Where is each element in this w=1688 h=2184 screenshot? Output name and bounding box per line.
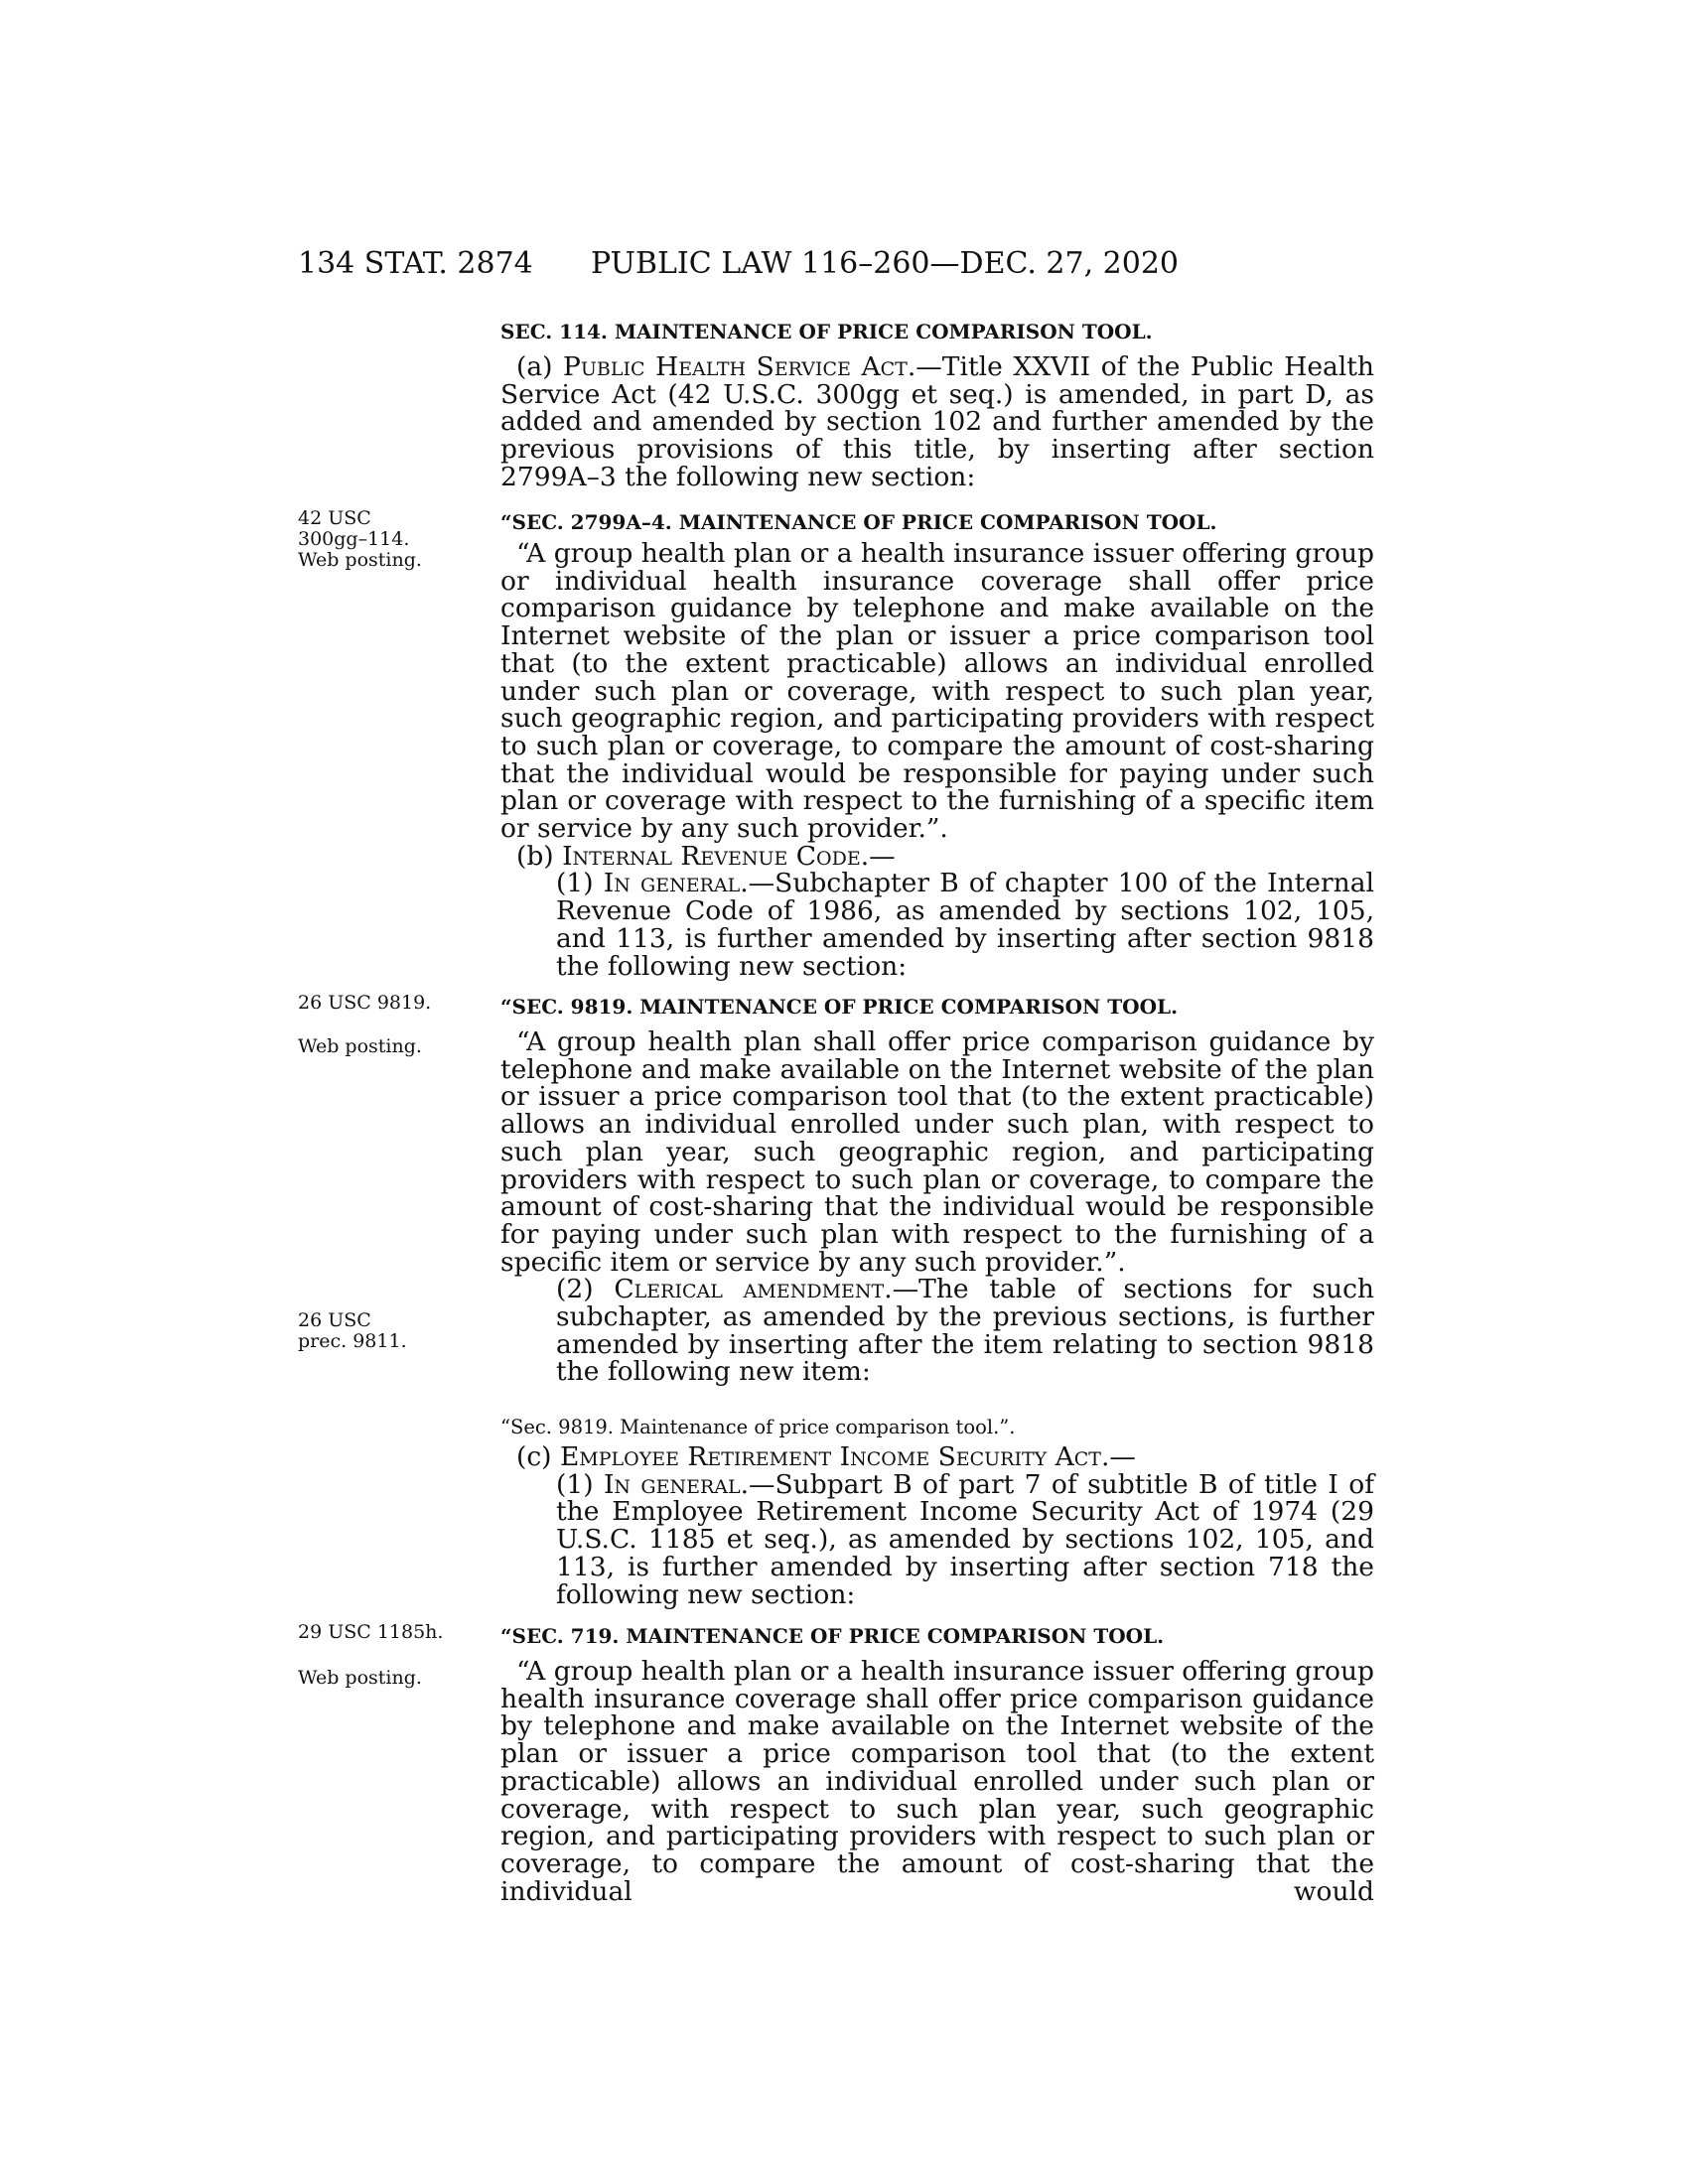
sidenote-line: 42 USC <box>298 507 371 529</box>
page-stat: 134 STAT. 2874 <box>298 246 533 281</box>
paragraph-b1-text: .—Subchapter B of chapter 100 of the Internal Revenue Code of 1986, as amended by sections 102, 105, and 113, is further amended by inserting after section 9818 the following new section: <box>556 868 1375 982</box>
subsection-c-tail: .— <box>1101 1441 1136 1472</box>
section-114-heading: SEC. 114. MAINTENANCE OF PRICE COMPARISON TOOL. <box>500 320 1153 343</box>
sidenote-line: 300gg–114. <box>298 528 410 550</box>
section-2799a4-text: “A group health plan or a health insurance issuer offering group or individual health insurance coverage shall offer price comparison guidance by telephone and make available on the Internet website of the plan or issuer a price comparison tool that (to the extent practicable) allows an individual enrolled under such plan or coverage, with respect to such plan year, such geographic region, and participating providers with respect to such plan or coverage, to compare the amount of cost-sharing that the individual would be responsible for paying under such plan or coverage with respect to the furnishing of a specific item or service by any such provider.”. <box>500 538 1374 845</box>
paragraph-c1-text: .—Subpart B of part 7 of subtitle B of title I of the Employee Retirement Income Security Act of 1974 (29 U.S.C. 1185 et seq.), as amended by sections 102, 105, and 113, is further amended by inserting after section 718 the following new section: <box>556 1468 1374 1610</box>
subsection-c-title: Employee Retirement Income Security Act <box>559 1441 1101 1472</box>
sidenote-line: 26 USC <box>298 1309 371 1331</box>
section-9819-body <box>500 1028 1374 1386</box>
subsection-c-label: (c) <box>516 1441 560 1472</box>
section-719-text: “A group health plan or a health insurance issuer offering group health insurance coverage shall offer price comparison guidance by telephone and make available on the Internet website of the plan or issuer a price comparison tool that (to the extent practicable) allows an individual enrolled under such plan or coverage, with respect to such plan year, such geographic region, and participating providers with respect to such plan or coverage, to compare the amount of cost-sharing that the individual would <box>500 1656 1374 1907</box>
paragraph-b1-label: (1) <box>556 868 604 899</box>
section-9819-text: “A group health plan shall offer price comparison guidance by telephone and make available on the Internet website of the plan or issuer a price comparison tool that (to the extent practicable) allows an individual enrolled under such plan, with respect to such plan year, such geographic region, and participating providers with respect to such plan or coverage, to compare the amount of cost-sharing that the individual would be responsible for paying under such plan with respect to the furnishing of a specific item or service by any such provider.”. <box>500 1026 1374 1278</box>
subsection-b-tail: .— <box>860 840 896 872</box>
sidenote-line: Web posting. <box>298 549 422 571</box>
subsection-c <box>500 1443 1374 1471</box>
subsection-a-body: .—Title XXVII of the Public Health Service Act (42 U.S.C. 300gg et seq.) is amended, in part D, as added and amended by section 102 and further amended by the previous provisions of this title, by inserting after section 2799A–3 the following new section: <box>500 351 1374 492</box>
table-of-sections-item: “Sec. 9819. Maintenance of price comparison tool.”. <box>500 1416 1016 1438</box>
sidenote-26-usc-9819: 26 USC 9819. <box>298 992 432 1014</box>
paragraph-2-label: (2) <box>556 1274 615 1305</box>
section-9819-heading: “SEC. 9819. MAINTENANCE OF PRICE COMPARISON TOOL. <box>500 995 1179 1019</box>
paragraph-c1-label: (1) <box>556 1468 604 1500</box>
section-719-heading: “SEC. 719. MAINTENANCE OF PRICE COMPARISON TOOL. <box>500 1624 1165 1648</box>
sidenote-26-usc-prec <box>298 1310 407 1352</box>
sidenote-42-usc <box>298 508 422 571</box>
section-719-body <box>500 1658 1374 1905</box>
subsection-b <box>500 840 1374 872</box>
paragraph-b1-title: In general <box>603 868 741 899</box>
paragraph-2-text: .—The table of sections for such subchapter, as amended by the previous sections, is further amended by inserting after the item relating to section 9818 the following new item: <box>556 1274 1374 1388</box>
paragraph-2-title: Clerical amendment <box>614 1274 885 1305</box>
sidenote-web-posting-2: Web posting. <box>298 1667 422 1689</box>
paragraph-c1 <box>500 1468 1374 1610</box>
subsection-c-body <box>500 1443 1374 1608</box>
running-head: PUBLIC LAW 116–260—DEC. 27, 2020 <box>591 246 1180 281</box>
sidenote-line: prec. 9811. <box>298 1330 407 1352</box>
paragraph-b1 <box>500 870 1374 980</box>
subsection-a-title: Public Health Service Act <box>563 351 908 382</box>
subsection-b-title: Internal Revenue Code <box>562 840 861 872</box>
section-2799a4-body <box>500 540 1374 980</box>
sidenote-29-usc: 29 USC 1185h. <box>298 1621 444 1643</box>
subsection-b-label: (b) <box>516 840 563 872</box>
subsection-a <box>500 353 1374 491</box>
paragraph-c1-title: In general <box>603 1468 741 1500</box>
sidenote-web-posting: Web posting. <box>298 1035 422 1057</box>
section-2799a4-heading: “SEC. 2799A–4. MAINTENANCE OF PRICE COMPARISON TOOL. <box>500 510 1217 534</box>
subsection-a-text <box>500 353 1374 491</box>
subsection-a-label: (a) <box>516 351 564 382</box>
paragraph-2 <box>500 1276 1374 1386</box>
